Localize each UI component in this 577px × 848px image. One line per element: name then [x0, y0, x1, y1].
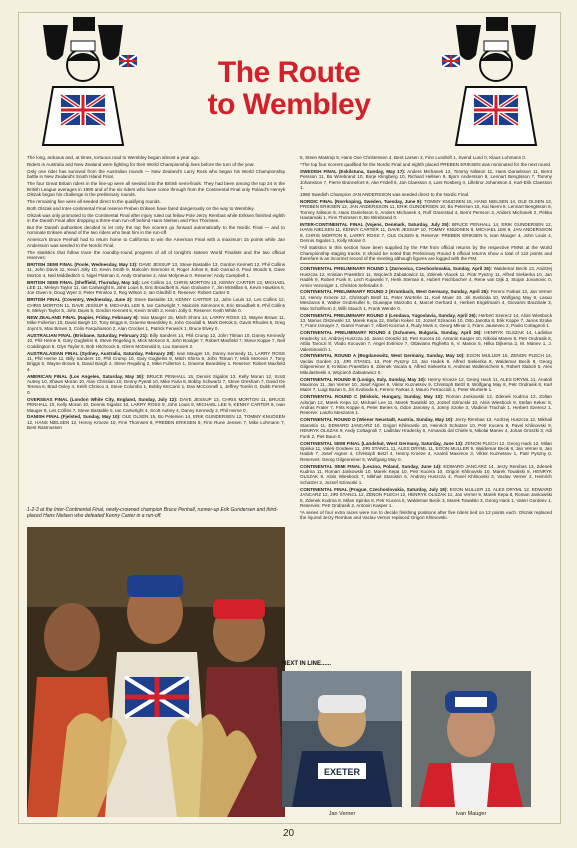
paragraph [27, 374, 285, 396]
paragraph [300, 330, 552, 352]
section-heading: CONTINENTAL PRELIMINARY ROUND 3 (Lendava, Yugoslavia, Sunday, April 26): [300, 312, 478, 318]
paragraph-text: Billy Sanders 14, Phil Crump 12, John Titman 10, Danny Kennedy 10, Phil Herne 9, Gary Guglielmi 8, Steve Regeling 8, Mick McKeon 8, John Boulger 7, Robert Maxfield 7, Steve Koppe 7, Neil Coddington 6, Glyn Taylor 5, Bob Hitchcock 5, Glenn McDonald 5, Lou Sansom 2. [27, 332, 285, 349]
paragraph-text: 5, Steen Mastrup 5, Hans Ove Christensen 4, Bent Larsen 3, Finn Lundtoft 1, Svend Lund 0, Klaus Lohmann 0. [300, 155, 527, 160]
paragraph-text: DAVE JESSUP 13, Steve Bastable 13, Gordon Kennett 12, Phil Collins 11, John Davis 11, Kevin Jolly 10, Kevin Smith 9, Malcolm Simmons 8, Roger Johns 8, Bob Garrad 6, Paul Woods 5, Dave Morton 4, Neil Middleditch 4, Nigel Flatman 3, Andy Grahame 2, Alan Molyneux 0. Reserve: Andy Campbell 1. [27, 261, 286, 278]
paragraph-text: The four Great Britain riders in the line-up were all seeded into the British semi-finals. They had been among the top 24 in the British League averages in 1980 and of the six riders who have come through from the Continental Final only Poland's Henryk Olszak began his challenge in the preliminary rounds. [27, 181, 285, 197]
paragraph-text: Henny Kroeze 12, Georg Hack 11, ALES DRYML 11, Anatoli Maximov 11, Jan Verner 10, Josef Aigner 9, Viktor Kuznetsov 9, Christoph Betzl 8, Wolfgang May 8, Petr Ondrasik 8, Karl Maier 7, Luigi Bazan 5, Jiri Svoboda 5, Ferenc Farkas 2, Mauro Ferraccioli 1, Peter Wurterle 1. [300, 376, 552, 393]
rider-photo-jan-verner [282, 671, 402, 807]
podium-photo [27, 527, 285, 817]
paragraph-text: OLE OLSEN 15, Bo Petersen 14, ERIK GUNDERSEN 12, TOMMY KNUDSEN 12, HANS NIELSEN 12, Henny Kroeze 10, Finn Thomsen 8, PREBEN ERIKSEN 8, Finn Rune Jensen 7, Mike Lohmann 7, Bent Rasmussen [27, 414, 286, 431]
paragraph [27, 280, 285, 296]
paragraph [300, 510, 552, 521]
paragraph [27, 297, 285, 313]
section-heading: CONTINENTAL ROUND D (Wiener Neustadt, Austria, Sunday, May 10): [300, 417, 454, 423]
page [18, 12, 561, 824]
paragraph-text: Ferenc Farkas 13, Jan Verner 12, Henny Kroeze 12, Christoph Betzl 11, Peter Wurterle 11, Karl Maier 10, Jiri Svoboda 10, Wolfgang May 8, Lasuo Meszaros 8, Walter Grubmuller 5, Giuseppe Marzotto 4, Marcel Gerhard 4, Herbert Engelmann 4, Giovanni Brazziale 3, Max Schollhorn 3, Willi Stauch 1, Frank Wende 0. [300, 289, 553, 311]
paragraph [300, 192, 552, 197]
paragraph-text: Riders in Australia and New Zealand were fighting for their World Championship lives before the turn of the year. [27, 161, 255, 167]
section-heading: CONTINENTAL ROUND A (Bogdanowitz, West Germany, Sunday, May 10): [300, 353, 465, 359]
rider-photo-ivan-mauger [411, 671, 531, 807]
trophy-rider-illustration-left [23, 15, 143, 151]
section-heading: NORDIC FINAL (Norrkoping, Sweden, Tuesday, June 9): [300, 198, 423, 204]
paragraph [300, 313, 552, 329]
section-heading: DANISH FINAL (Fjelsted, Sunday, May 10): [27, 414, 121, 420]
paragraph [300, 222, 552, 244]
paragraph [300, 417, 552, 439]
section-divider [300, 263, 552, 264]
paragraph-text: Ivan Mauger 15, Danny Kennedy 11, LARRY ROSS 11, Phil Herne 11, Billy Sanders 10, Phil Crump 10, Gary Guglielmi 8, Mitch Shirra 8, John Titman 7, Mick McKeon 7, Tony Briggs 6, Wayne Brown 5, David Bargh 2, Steve Regeling 2, Mike Fullerton 1, Graeme Beardsley 1. Reserve: Robert Maxfield 4. [27, 350, 285, 372]
trophy-rider-illustration-right [436, 15, 556, 151]
right-column-text [300, 155, 552, 522]
header [19, 13, 560, 153]
paragraph-text: The remaining five were all seeded direct to the qualifying rounds. [27, 198, 161, 204]
paragraph [300, 464, 552, 486]
section-heading: OVERSEAS FINAL (London White City, England, Sunday, July 12): [27, 396, 178, 402]
paragraph-text: DAVE JESSUP 13, CHRIS MORTON 11, BRUCE PENHALL 10, Kelly Moran 10, Dennis Sigalos 10, LARRY ROSS 9, John Louis 9, MICHAEL LEE 9, KENNY CARTER 8, Ivan Mauger 8, Les Collins 7, Steve Bastable 5, Ian Cartwright 4, Scott Autrey 4, Danny Kennedy 2, Phil Herne 0. [27, 396, 286, 413]
paragraph [27, 225, 285, 236]
paragraph-text: ZENON PLECH 12, Georg Hack 12, Milan Spinka 11, Valeri Gordeev 11, JIRI STANCL 11, ALES DRYML 11, EGON MULLER 9, Waldemar Becik 8, Jan Verner 8, Jan Hadek 7, Josef Aigner 4, Christoph Betzl 4, Henny Kroeze 4, Anatoli Maximov 3, Viktor Kuznetsov 1, Piotr Pyszny 0. Reserves: Georg Gilgenreiner 5, Wolfgang May 0. [300, 440, 552, 462]
section-heading: AUSTRALIAN FINAL (Brisbane, Saturday, February 21): [27, 332, 149, 338]
paragraph-text: America's Bruce Penhall had to return home to California to win the American Final with a maximum 15 points while Jan Andersson was seeded to the Nordic Final. [27, 237, 285, 248]
section-heading: CONTINENTAL FINAL (Prague, Czechoslovakia, Saturday, July 18): [300, 486, 448, 492]
paragraph-text: 1980 Swedish Champion JAN ANDERSSON was seeded direct to the Nordic Final. [300, 191, 470, 197]
title-line-2: to Wembley [207, 88, 371, 121]
section-heading: BRITISH SEMI FINAL (Sheffield, Thursday, May 14): [27, 279, 141, 285]
paragraph [27, 397, 285, 413]
paragraph-text: Jerzy Rembas 13, Andrzej Huszcza 12, Mikhail Starostin 11, EDWARD JANCARZ 10, Grigori Khlinovski 10, Heinrich Schatzer 10, Petr Kucera 9, Pavel Khlinovski 9, HENRYK OLSZAK 9, Andy Cottagnoli 7, Ladislav Hradecky 6, Armando dal Chiele 5, Nikolai Manev 4, Jonas Oroszki 3, Adi Funk 2, Piet Baun 0. [300, 417, 552, 439]
section-heading: CONTINENTAL ROUND B (Lonigo, Italy, Sunday, May 10): [300, 376, 427, 382]
paragraph [27, 250, 285, 261]
paragraph-text: EDWARD JANCARZ 14, Jerzy Rembas 13, Zdenek Kudrna 11, Roman Jankowski 10, Marek Kepa 10, Petr Kucera 10, Grigori Khlinovski 10, Marek Towalski 9, HENRYK OLSZAK 8, Alois Wiesbock 7, Mikhail Starostin 6, Andrzej Huszcza 4, Pavel Khlinovski 3, Vaclav Verner 2, Heinrich Schatzer 2, Jozsef Sziracski 1. [300, 463, 552, 485]
paragraph [27, 169, 285, 180]
photo-caption-jan-verner: Jan Verner [328, 811, 356, 817]
paragraph-text: Steve Bastable 13, KENNY CARTER 12, John Louis 12, Les Collins 12, CHRIS MORTON 11, DAVE JESSUP 9, MICHAEL LEE 9, Ian Cartwright 7, Malcolm Simmons 6, Eric Broadbelt 6, Phil Collins 6, Melvyn Taylor 5, John Davis 5, Gordon Kennett 5, Kevin Smith 2, Kevin Jolly 0. Reserve: Keith White 0. [27, 297, 286, 314]
paragraph-text: Herbert Szerecz 14, Alois Wiesbock 13, Marius Olszewski 13, Marek Kepa 12, Stefan Kekec 10, Jozsef Sziracski 10, Otto Janotta 8, Erik Koppe 7, Janos Szoke 7, Franz Ismayer 7, Gianni Famari 7, Albert Kocmut 4, Rudy Muts 4, Georg Mlinar 3, Franc Jausevec 2, Paolo Cottagnoli 1. [300, 312, 552, 329]
paragraph [27, 199, 285, 204]
paragraph [27, 262, 285, 278]
paragraph [300, 487, 552, 509]
paragraph-text: Les Collins 14, CHRIS MORTON 13, KENNY CARTER 13, MICHAEL LEE 11, Melvyn Taylor 11, Ian Cartwright 8, John Louis 8, Eric Broadbelt 8, Alan Grahame 7, Jim McMillan 6, Kevin Hawkins 6, Joe Owen 5, Doug Wyer 3, Peter Prinsloo 2, Reg Wilson 2, Ian Gledhill 0. Reserve: Robert Carter 0. [27, 279, 285, 296]
section-heading: AUSTRALASIAN FINAL (Sydney, Australia, Saturday, February 28): [27, 350, 175, 356]
paragraph [27, 315, 285, 331]
paragraph-text: Anders Michanek 12, Tommy Nilsson 11, Hans Danielsson 11, Bernt Persson 11, Bo Wirebrand 10, Borje Klingberg 10, Richard Hellsen 9, Bjorn Andersson 8, Lennart Bengtsson 7, Tommy Johansson 7, Pierre Brannefors 6, Ake Fridell 6, Jan Claesson 4, Lars Rosberg 4, Lillebror Johansson 3, Karl-Erik Claesson 1. [300, 168, 552, 191]
photo-caption-ivan-mauger: Ivan Mauger [455, 811, 487, 817]
paragraph [27, 237, 285, 248]
section-heading: CONTINENTAL SEMI FINAL (Leszno, Poland, Sunday, June 14): [300, 463, 442, 469]
paragraph [300, 353, 552, 375]
paragraph [27, 162, 285, 167]
paragraph [300, 169, 552, 191]
paragraph-text: Roman Jankowski 12, Zdenek Kudrna 12, Zoltan Adorjan 12, Marek Kepa 12, Michael Lee 11, Marek Towalski 10, Jozsef Sziracski 10, Alois Wiesbock 9, Stefan Kekec 8, Andras Frater 7, Frits Koppe 6, Peter Benes 6, Odon Janossy 4, Jonny Szoke 3, Vladimir Trachuk 1, Herbert Szerecz 1. Reserve: Laszlo Meszaros 1. [300, 394, 552, 416]
section-heading: BRITISH SEMI FINAL (Poole, Wednesday, May 13): [27, 261, 138, 267]
paragraph-text: Waldemar Becik 13, Andrzej Huszcza 12, Kristian Praestbro 11, Wojciech Zabialowicz 11, Zdenek Vlacek 11, Piotr Pyszny 11, Alfred Siekierka 10, Jan Hadek 9, Robert Funk 8, Lech Kujawski 7, Henk Steman 6, Hubert Fischbacher 4, Rene van Dijk 3, Stojan Jovanovic 0, Armin Vezoniger 1, Christos Seferiadis 0. [300, 266, 552, 288]
paragraph-text: Only one rider has survived from the Australian rounds — New Zealand's Larry Ross who began his World Championship battle in New Zealand's South Island Final. [27, 168, 285, 180]
page-number: 20 [282, 828, 295, 839]
paragraph-text: TOMMY KNUDSEN 15, HANS NIELSEN 14, OLE OLSEN 13, PREBEN ERIKSEN 12, JAN ANDERSSON 11, ERIK GUNDERSEN 10, Bo Petersen 10, Kai Niemi 8, Lennart Bengtsson 5, Tommy Nilsson 5, Hans Danielsson 5, Anders Michanek 4, Rolf Gramstad 4, Bernt Persson 3, Anders Michanek 2, Pekka Hautamaki 1, Finn Thomsen 0, Bo Wirebrand 0. [300, 198, 552, 221]
photo-caption: 1-2-3 at the Inter-Continental Final, newly-crowned champion Bruce Penhall, runner-up Erik Gundersen and third-placed Hans Nielsen who defeated Kenny Carter in a run-off. [27, 507, 278, 519]
section-heading: CONTINENTAL SEMI FINAL (Landshut, West Germany, Saturday, June 13): [300, 440, 464, 446]
paragraph [300, 245, 552, 261]
paragraph [27, 414, 285, 430]
paragraph-text: Ivan Mauger 15, Mitch Shirra 14, LARRY ROSS 13, Wayne Brown 11, Mike Fullerton 10, David Bargh 10, Tony Briggs 8, Graeme Beardsley 6, John Goodall 6, Mark DeKok 5, Gavin Rhodes 5, Greg Joynt 5, Max Brown 3, Colin Farquharson 2, Alan Crocker 1, Patrick Fenwick 1, Bruce Elvey 0. [27, 315, 286, 331]
paragraph-text: *All statistics in this section have been supplied by the FIM from official returns by the respective FMNs at the World Championship staging tracks. It should be noted that Preliminary Round 5 official returns show a total of 122 points and therefore is an incorrect record of the meeting although figures are logged with the FIM. [300, 245, 552, 261]
paragraph [300, 266, 552, 288]
paragraph [27, 155, 285, 160]
paragraph [300, 394, 552, 416]
page-title [169, 57, 409, 121]
paragraph-text: *A series of four extra races were run to decide finishing positions after five riders tied on 12 points each. Olszak replaced the injured Jerzy Rembas and Vaclav Verner replaced Grigori Khlinovski. [300, 509, 552, 521]
paragraph [27, 333, 285, 349]
paragraph [300, 377, 552, 393]
paragraph-text: BRUCE PENHALL 14, ERIK GUNDERSEN 12, HANS NIELSEN 11, KENNY CARTER 11, DAVE JESSUP 10, TOMMY KNUDSEN 9, MICHAEL LEE 9, JAN ANDERSSON 8, CHRIS MORTON 8, LARRY ROSS 7, OLE OLSEN 6, Reserve: PREBEN ERIKSEN 5, Ivan Mauger 4, John Louis 4, Dennis Sigalos 1, Kelly Moran 0. [300, 221, 553, 244]
next-in-line-label: NEXT IN LINE...... [282, 661, 332, 667]
left-column-text [27, 155, 285, 432]
paragraph-text: EGON MULLER 15, ZENON PLECH 14, Vaclav Gorden 13, JIRI STANCL 13, Petr Pyszny 13, Jan Hadek 9, Alfred Siekierka 8, Waldemar Becik 9, Georg Gilgenreiner 8, Kristian Praestbro 8, Zdenek Vacula 6, Alfred Siekierka 6, Andreas Wallenschein 5, Robert Slaboh 5, Alex Mikulasheski 4, Wojciech Zabialowicz 0. [300, 353, 552, 375]
section-heading: AMERICAN FINAL (Los Angeles, Saturday, May 30): [27, 373, 145, 379]
paragraph-text: Olszak was only promoted to the Continental Final after injury ruled out fellow Pole Jerzy Rembas while Eriksen finished eighth in the Danish Final after dropping a three-man run-off behind Hans Nielsen and Finn Thomsen. [27, 212, 285, 224]
paragraph [27, 351, 285, 373]
paragraph [27, 213, 285, 224]
paragraph [300, 441, 552, 463]
section-heading: CONTINENTAL ROUND C (Miskolc, Hungary, Sunday, May 10): [300, 394, 444, 400]
paragraph-text: Both Olszak and Inter-continental Final reserve Preben Eriksen have fared dangerously on the way to Wembley. [27, 205, 255, 211]
section-heading: INTER-CONTINENTAL FINAL (Vojens, Denmark, Saturday, July 25): [300, 221, 450, 227]
paragraph-text: EGON MULLER 12, ALES DRYML 12, EDWARD JANCARZ 12, JIRI STANCL 12, ZENON PLECH 12, HENRYK OLSZAK 11, Jan Verner 9, Marek Kepa 8, Roman Jankowski 8, Zdenek Kudrna 8, Milan Spinka 8, Petr Kucera 5, Waldemar Becik 3, Marek Towalski 3, Georg Hack 1, Valeri Gordeev 1. Reserves: Petr Ondrasik 2, Antonin Kasper 1. [300, 486, 552, 508]
section-heading: SWEDISH FINAL (Eskilstuna, Sunday, May 17): [300, 168, 406, 174]
right-column-top [300, 155, 552, 261]
title-line-1: The Route [217, 56, 361, 89]
paragraph [300, 162, 552, 167]
paragraph [27, 206, 285, 211]
paragraph [300, 289, 552, 311]
paragraph-text: But the Danish authorities decided to let only the top five scorers go forward automatically to the Nordic Final — and to nominate Eriksen ahead of the two riders who beat him in the run-off. [27, 224, 285, 236]
paragraph-text: The long, arduous and, at times, tortuous road to Wembley began almost a year ago. [27, 155, 200, 160]
section-heading: BRITISH FINAL (Coventry, Wednesday, June 3): [27, 297, 133, 303]
paragraph [300, 155, 552, 160]
paragraph-text: *The top four scorers qualified for the Nordic Final and eighth placed PREBEN ERIKSEN was nominated for the next round. [300, 161, 552, 167]
paragraph-text: HENRYK OLSZAK 14, Ladislav Hradecky 14, Andrzej Huszcza 10, Jansc Oroszki 10, Petr Kucera 10, Antonin Kasper 10, Nikolai Manev 8, Petr Ondrasik 8, Attila Taroczi 8, Vlado Kocuvan 7, Angel Evtimov 7, Ottaviano Righetto 6, V. Manov 5, Hilka Dijkema 2, M. Manev 1, J. Valentinovich 1. [300, 330, 552, 352]
paragraph-text: The statistics that follow trace the roundby-round progress of all of tonight's sixteen World Finalists and the two official reserves: [27, 249, 285, 260]
section-heading: CONTINENTAL PRELIMINARY ROUND 4 (Schumen, Bulgaria, Sunday, April 26): [300, 330, 482, 336]
svg-text:EXETER: EXETER [323, 767, 361, 777]
right-column-continental-rounds [300, 266, 552, 520]
section-heading: NEW ZEALAND FINAL (Napier, Friday, February 6): [27, 315, 139, 321]
paragraph [300, 199, 552, 221]
paragraph [27, 181, 285, 197]
paragraph-text: BRUCE PENHALL 15, Dennis Sigalos 13, Kelly Moran 12, Scott Autrey 10, Shawn Moran 10, Alan Christian 10, Denny Pyeatt 10, Mike Faria 8, Bobby Schwartz 7, Steve Gresham 7, David De Teresa 6, Brad Oxley 4, Keith Chrisco 4, Steve Columbo 1, Bobby McCann 1, Dan McConnell 1, Jeffrey Tomlin 0, Dubb Ferrell 0. [27, 373, 285, 395]
section-heading: CONTINENTAL PRELIMINARY ROUND 2 (Krumbach, West Germany, Sunday, April 26): [300, 289, 490, 295]
section-heading: CONTINENTAL PRELIMINARY ROUND 1 (Zarnovica, Czechoslovakia, Sunday, April 26): [300, 266, 493, 272]
